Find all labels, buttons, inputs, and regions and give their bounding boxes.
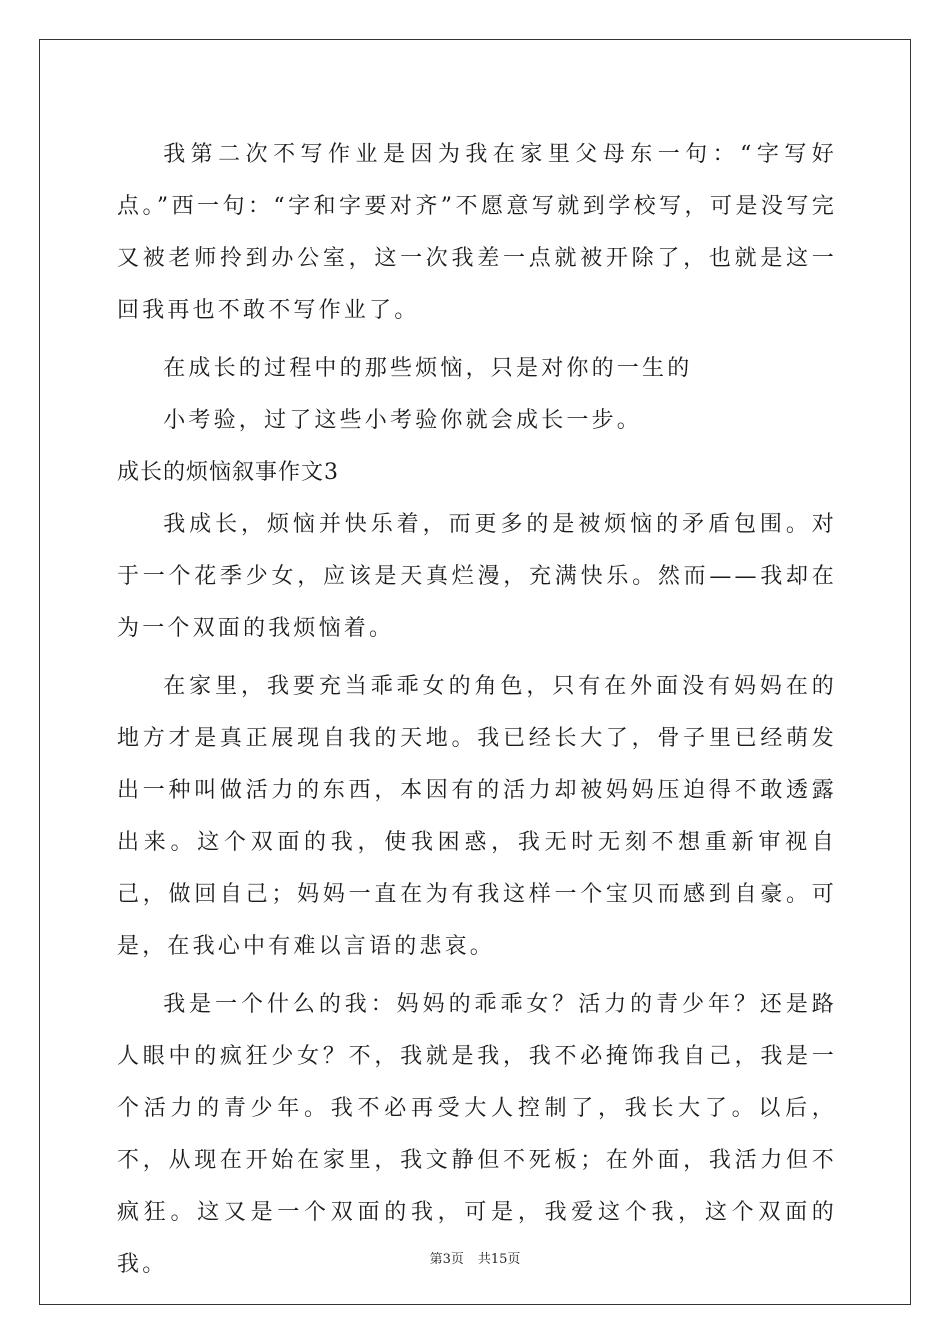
paragraph: 我成长，烦恼并快乐着，而更多的是被烦恼的矛盾包围。对于一个花季少女，应该是天真烂漫，充满快乐。然而——我却在为一个双面的我烦恼着。 [117, 512, 837, 641]
paragraph: 我第二次不写作业是因为我在家里父母东一句：“字写好点。”西一句：“字和字要对齐”不愿意写就到学校写，可是没写完又被老师拎到办公室，这一次我差一点就被开除了，也就是这一回我再也不敢不写作业了。 [117, 142, 837, 323]
paragraph: 我是一个什么的我：妈妈的乖乖女？活力的青少年？还是路人眼中的疯狂少女？不，我就是我，我不必掩饰我自己，我是一个活力的青少年。我不必再受大人控制了，我长大了。以后，不，从现在开始在家里，我文静但不死板；在外面，我活力但不疯狂。这又是一个双面的我，可是，我爱这个我，这个双面的我。 [117, 992, 837, 1277]
page-total: 共15页 [477, 1252, 521, 1267]
paragraph: 小考验，过了这些小考验你就会成长一步。 [163, 408, 642, 433]
paragraph: 在成长的过程中的那些烦恼，只是对你的一生的 [163, 356, 693, 381]
paragraph: 在家里，我要充当乖乖女的角色，只有在外面没有妈妈在的地方才是真正展现自我的天地。我已经长大了，骨子里已经萌发出一种叫做活力的东西，本因有的活力却被妈妈压迫得不敢透露出来。这个双面的我，使我困惑，我无时无刻不想重新审视自己，做回自己；妈妈一直在为有我这样一个宝贝而感到自豪。可是，在我心中有难以言语的悲哀。 [117, 674, 837, 959]
document-body [117, 129, 837, 1291]
section-title: 成长的烦恼叙事作文3 [117, 460, 339, 485]
page-number: 第3页 [429, 1252, 464, 1267]
page-footer [0, 1248, 950, 1267]
